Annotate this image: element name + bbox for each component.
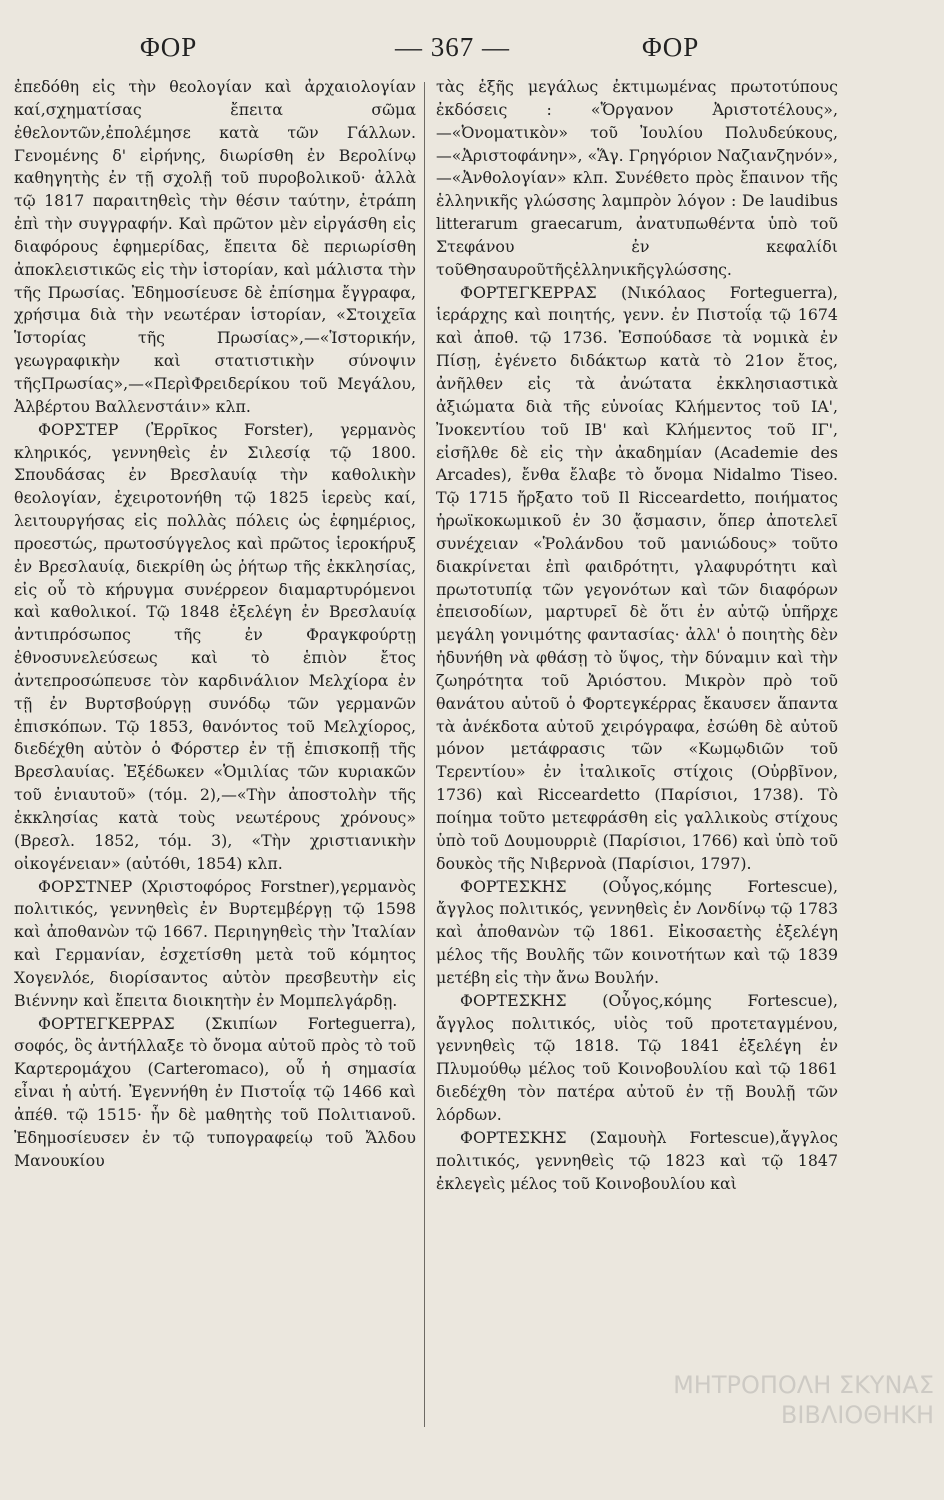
watermark-line-2: ΒΙΒΛΙΟΘΗΚΗ <box>780 1401 934 1429</box>
header-left-guideword: ΦΟΡ <box>140 32 198 62</box>
page-number: — 367 — <box>395 32 510 62</box>
entry-continuation: ἐπεδόθη εἰς τὴν θεολογίαν καὶ ἀρχαιολογίαν καί,σχηματίσας ἔπειτα σῶμα ἐθελοντῶν,ἐπολέμησε κατὰ τῶν Γάλλων. Γενομένης δ' εἰρήνης, διωρίσθη ἐν Βερολίνῳ καθηγητὴς ἐν τῇ σχολῇ τοῦ πυροβολικοῦ· ἀλλὰ τῷ 1817 παραιτηθεὶς τὴν θέσιν ταύτην, ἐτράπη ἐπὶ τὴν συγγραφήν. Καὶ πρῶτον μὲν εἰργάσθη εἰς διαφόρους ἐφημερίδας, ἔπειτα δὲ περιωρίσθη ἀποκλειστικῶς εἰς τὴν ἱστορίαν, καὶ μάλιστα τὴν τῆς Πρωσίας. Ἐδημοσίευσε δὲ ἐπίσημα ἔγγραφα, χρήσιμα διὰ τὴν νεωτέραν ἱστορίαν, «Στοιχεῖα Ἱστορίας τῆς Πρωσίας»,—«Ἱστορικήν, γεωγραφικὴν καὶ στατιστικὴν σύνοψιν τῆςΠρωσίας»,—«ΠερὶΦρειδερίκου τοῦ Μεγάλου, Ἀλβέρτου Βαλλενστάιν» κλπ. <box>14 77 416 416</box>
entry-forteguerra-nikolaos: ΦΟΡΤΕΓΚΕΡΡΑΣ (Νικόλαος Forteguerra), ἱεράρχης καὶ ποιητής, γενν. ἐν Πιστοΐᾳ τῷ 1674 καὶ ἀποθ. τῷ 1736. Ἐσπούδασε τὰ νομικὰ ἐν Πίσῃ, ἐγένετο διδάκτωρ κατὰ τὸ 21ον ἔτος, ἀνῆλθεν εἰς τὰ ἀνώτατα ἐκκλησιαστικὰ ἀξιώματα διὰ τῆς εὐνοίας Κλήμεντος τοῦ ΙΑ', Ἰνοκεντίου τοῦ ΙΒ' καὶ Κλήμεντος τοῦ ΙΓ', εἰσῆλθε δὲ εἰς τὴν ἀκαδημίαν (Academie des Arcades), ἔνθα ἔλαβε τὸ ὄνομα Nidalmo Tiseo. Τῷ 1715 ἤρξατο τοῦ Il Ricceardetto, ποιήματος ἡρωϊκοκωμικοῦ ἐν 30 ᾄσμασιν, ὅπερ ἀποτελεῖ συνέχειαν «Ῥολάνδου τοῦ μανιώδους» τοῦτο διακρίνεται ἐπὶ φαιδρότητι, γλαφυρότητι καὶ πρωτοτυπίᾳ τῶν γεγονότων καὶ τῶν διαφόρων ἐπεισοδίων, μαρτυρεῖ δὲ ὅτι ἐν αὐτῷ ὑπῆρχε μεγάλη γονιμότης φαντασίας· ἀλλ' ὁ ποιητὴς δὲν ἠδυνήθη νὰ φθάσῃ τὸ ὕψος, τὴν δύναμιν καὶ τὴν ζωηρότητα τοῦ Ἀριόστου. Μικρὸν πρὸ τοῦ θανάτου αὐτοῦ ὁ Φορτεγκέρρας ἔκαυσεν ἅπαντα τὰ ἀνέκδοτα αὐτοῦ χειρόγραφα, ἐσώθη δὲ αὐτοῦ μόνον μετάφρασις τῶν «Κωμῳδιῶν τοῦ Τερεντίου» ἐν ἰταλικοῖς στίχοις (Οὐρβῖνον, 1736) καὶ Ricceardetto (Παρίσιοι, 1738). Τὸ ποίημα τοῦτο μετεφράσθη εἰς γαλλικοὺς στίχους ὑπὸ τοῦ Δουμουρριὲ (Παρίσιοι, 1766) καὶ ὑπὸ τοῦ δουκὸς τῆς Νιβερνοὰ (Παρίσιοι, 1797). <box>436 282 838 873</box>
left-column <box>14 76 416 1173</box>
entry-fortescue-hugh-1: ΦΟΡΤΕΣΚΗΣ (Οὖγος,κόμης Fortescue), ἄγγλος πολιτικός, γεννηθεὶς ἐν Λονδίνῳ τῷ 1783 καὶ ἀποθανὼν τῷ 1861. Εἰκοσαετὴς ἐξελέγη μέλος τῆς Βουλῆς τῶν κοινοτήτων καὶ τῷ 1839 μετέβη εἰς τὴν ἄνω Βουλήν. <box>436 876 838 987</box>
entry-fortescue-samuel: ΦΟΡΤΕΣΚΗΣ (Σαμουὴλ Fortescue),ἄγγλος πολιτικός, γεννηθεὶς τῷ 1823 καὶ τῷ 1847 ἐκλεγεὶς μέλος τοῦ Κοινοβουλίου καὶ <box>436 1127 838 1193</box>
entry-forstner: ΦΟΡΣΤΝΕΡ (Χριστοφόρος Forstner),γερμανὸς πολιτικός, γεννηθεὶς ἐν Βυρτεμβέργῃ τῷ 1598 καὶ ἀποθανὼν τῷ 1667. Περιηγηθεὶς τὴν Ἰταλίαν καὶ Γερμανίαν, ἐσχετίσθη μετὰ τοῦ κόμητος Χογενλόε, διορίσαντος αὐτὸν πρεσβευτὴν εἰς Βιέννην καὶ ἔπειτα διοικητὴν ἐν Μομπελγάρδῃ. <box>14 876 416 1010</box>
watermark-line-1: ΜΗΤΡΟΠΟΛΗ ΣΚΥΝΑΣ <box>673 1371 934 1399</box>
right-column <box>436 76 838 1195</box>
library-watermark <box>554 1370 934 1430</box>
header-right-guideword: ΦΟΡ <box>642 32 700 62</box>
entry-forster: ΦΟΡΣΤΕΡ (Ἐρρῖκος Forster), γερμανὸς κληρικός, γεννηθεὶς ἐν Σιλεσίᾳ τῷ 1800. Σπουδάσας ἐν Βρεσλαυίᾳ τὴν καθολικὴν θεολογίαν, ἐχειροτονήθη τῷ 1825 ἱερεὺς καί, λειτουργήσας εἰς πολλὰς πόλεις ὡς ἐφημέριος, προεστώς, πρωτοσύγγελος καὶ πρῶτος ἱεροκήρυξ ἐν Βρεσλαυίᾳ, διεκρίθη ὡς ῥήτωρ τῆς ἐκκλησίας, εἰς οὗ τὸ κήρυγμα συνέρρεον διαμαρτυρόμενοι καὶ καθολικοί. Τῷ 1848 ἐξελέγη ἐν Βρεσλαυίᾳ ἀντιπρόσωπος τῆς ἐν Φραγκφούρτῃ ἐθνοσυνελεύσεως καὶ τὸ ἑπιὸν ἔτος ἀντεπροσώπευσε τὸν καρδινάλιον Μελχίορα ἐν τῇ ἐν Βυρτσβούργῃ συνόδῳ τῶν γερμανῶν ἐπισκόπων. Τῷ 1853, θανόντος τοῦ Μελχίορος, διεδέχθη αὐτὸν ὁ Φόρστερ ἐν τῇ ἐπισκοπῇ τῆς Βρεσλαυίας. Ἐξέδωκεν «Ὁμιλίας τῶν κυριακῶν τοῦ ἐνιαυτοῦ» (τόμ. 2),—«Τὴν ἀποστολὴν τῆς ἐκκλησίας κατὰ τοὺς νεωτέρους χρόνους» (Βρεσλ. 1852, τόμ. 3), «Τὴν χριστιανικὴν οἰκογένειαν» (αὐτόθι, 1854) κλπ. <box>14 419 416 873</box>
entry-continuation-right: τὰς ἑξῆς μεγάλως ἐκτιμωμένας πρωτοτύπους ἐκδόσεις : «Ὄργανον Ἀριστοτέλους»,—«Ὀνοματικὸν» τοῦ Ἰουλίου Πολυδεύκους,—«Ἀριστοφάνην», «Ἅγ. Γρηγόριον Ναζιανζηνόν»,—«Ἀνθολογίαν» κλπ. Συνέθετο πρὸς ἔπαινον τῆς ἑλληνικῆς γλώσσης λαμπρὸν λόγον : De laudibus litterarum graecarum, ἀνατυπωθέντα ὑπὸ τοῦ Στεφάνου ἐν κεφαλίδι τοῦΘησαυροῦτῆςἑλληνικῆςγλώσσης. <box>436 77 838 279</box>
entry-fortescue-hugh-2: ΦΟΡΤΕΣΚΗΣ (Οὖγος,κόμης Fortescue), ἄγγλος πολιτικός, υἱὸς τοῦ προτεταγμένου, γεννηθεὶς τῷ 1818. Τῷ 1841 ἐξελέγη ἐν Πλυμούθῳ μέλος τοῦ Κοινοβουλίου καὶ τῷ 1861 διεδέχθη τὸν πατέρα αὐτοῦ ἐν τῇ Βουλῇ τῶν λόρδων. <box>436 990 838 1124</box>
page-header <box>0 32 944 72</box>
entry-forteguerra-scipio: ΦΟΡΤΕΓΚΕΡΡΑΣ (Σκιπίων Forteguerra), σοφός, ὃς ἀντήλλαξε τὸ ὄνομα αὐτοῦ πρὸς τὸ τοῦ Καρτερομάχου (Carteromaco), οὗ ἡ σημασία εἶναι ἡ αὐτή. Ἐγεννήθη ἐν Πιστοΐᾳ τῷ 1466 καὶ ἀπέθ. τῷ 1515· ἦν δὲ μαθητὴς τοῦ Πολιτιανοῦ. Ἐδημοσίευσεν ἐν τῷ τυπογραφείῳ τοῦ Ἄλδου Μανουκίου <box>14 1013 416 1170</box>
column-divider <box>424 82 425 1427</box>
